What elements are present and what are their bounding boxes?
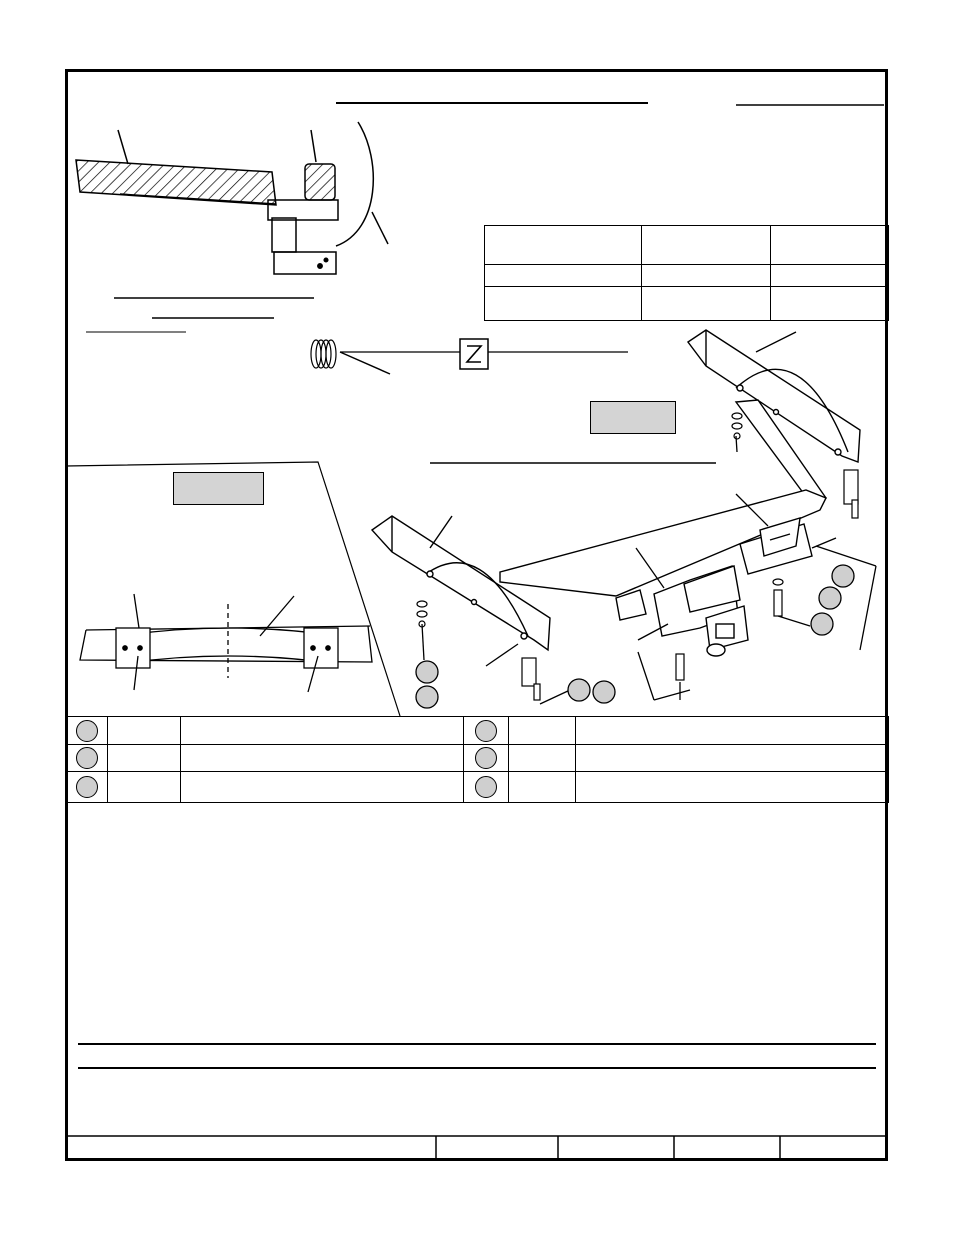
part-callout-circle: [76, 747, 98, 769]
side-section-view: [76, 122, 388, 274]
part-callout-circle: [475, 720, 497, 742]
part-callout-circle: [475, 776, 497, 798]
part-callout-circle: [76, 720, 98, 742]
part-callout-circle: [76, 776, 98, 798]
zigzag-box-icon: [460, 339, 488, 369]
parts-list-table: [66, 716, 889, 803]
spring-coil-icon: [311, 340, 336, 368]
view-label-box-right: [590, 401, 676, 434]
vehicle-application-table: [484, 225, 889, 321]
view-label-box-detail: [173, 472, 264, 505]
part-callout-circle: [475, 747, 497, 769]
detail-bumper-view: [80, 594, 372, 692]
